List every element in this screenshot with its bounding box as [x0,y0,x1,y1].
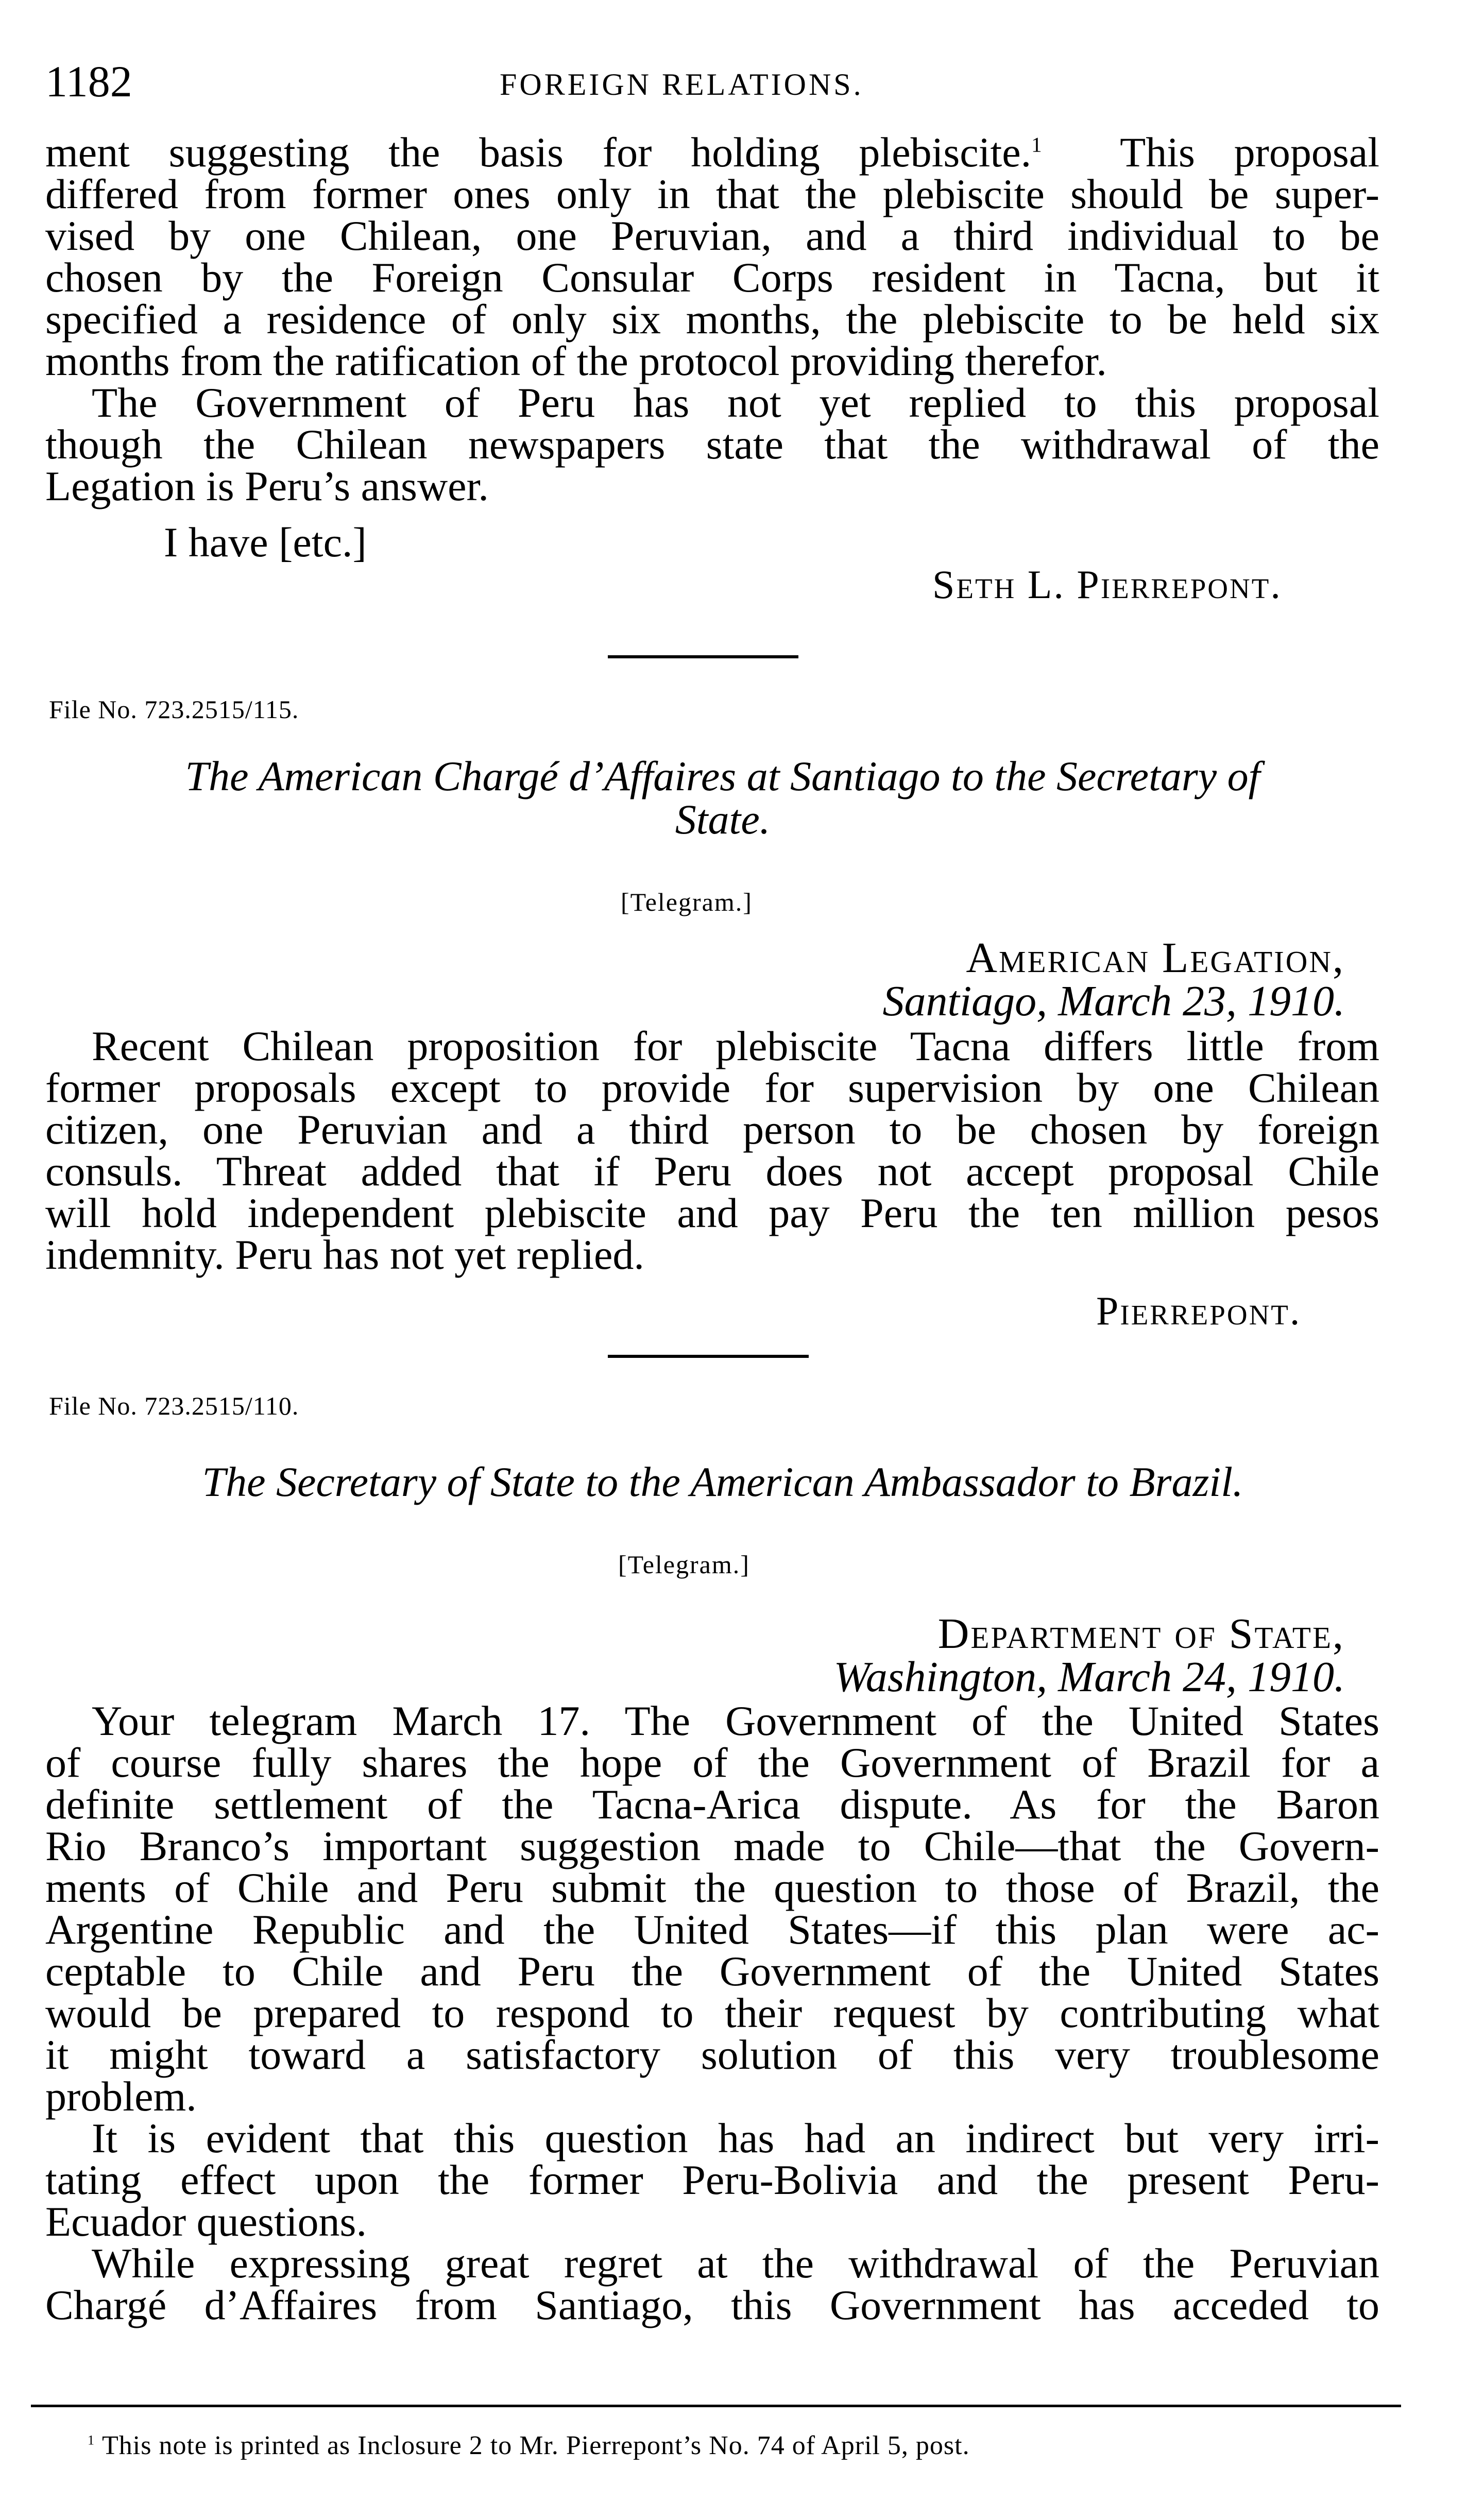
text-line: specified a residence of only six months, the plebiscite to be held six [45,296,1379,343]
dateline-place: Department of State, [937,1610,1345,1658]
text-line: The Government of Peru has not yet replied to this proposal [92,379,1379,426]
text-line: problem. [45,2073,197,2120]
text-line: though the Chilean newspapers state that the withdrawal of the [45,421,1379,468]
signature-pierrepont-full: Seth L. Pierrepont. [932,562,1282,607]
dateline-date: Washington, March 24, 1910. [833,1653,1345,1701]
text-line: citizen, one Peruvian and a third person to be chosen by foreign [45,1106,1379,1153]
text-line: would be prepared to respond to their request by contributing what [45,1989,1379,2036]
text-line: ments of Chile and Peru submit the question to those of Brazil, the [45,1864,1379,1911]
text-line: It is evident that this question has had an indirect but very irri- [92,2115,1379,2161]
text-line: While expressing great regret at the withdrawal of the Peruvian [92,2240,1379,2287]
text-line: it might toward a satisfactory solution of this very troublesome [45,2031,1379,2078]
text-line: Rio Branco’s important suggestion made to Chile—that the Govern- [45,1823,1379,1869]
document-heading [45,755,1400,841]
text-line: of course fully shares the hope of the Government of Brazil for a [45,1739,1379,1786]
heading-line: State. [675,796,771,843]
document-heading: The Secretary of State to the American Ambassador to Brazil. [202,1458,1243,1505]
page-number: 1182 [45,57,132,106]
text-line: indemnity. Peru has not yet replied. [45,1231,644,1278]
closing-formula: I have [etc.] [164,519,367,566]
dateline-date: Santiago, March 23, 1910. [882,977,1345,1025]
footnote-rule [31,2405,1401,2407]
continuation-paragraph [45,131,1379,382]
file-number: File No. 723.2515/110. [49,1391,299,1420]
text-line: Legation is Peru’s answer. [45,463,489,509]
telegram-body [45,1023,1379,1278]
heading-line: The American Chargé d’Affaires at Santiago to the Secretary of [185,753,1260,799]
dateline [882,934,1345,1025]
telegram-body-paragraph-2 [45,2115,1379,2245]
file-number: File No. 723.2515/115. [49,695,299,724]
telegram-body-paragraph-1 [45,1697,1379,2120]
text-line: differed from former ones only in that the plebiscite should be super- [45,171,1379,217]
signature-pierrepont: Pierrepont. [1096,1288,1302,1333]
text-line: consuls. Threat added that if Peru does not accept proposal Chile [45,1148,1379,1195]
text-line: former proposals except to provide for supervision by one Chilean [45,1064,1379,1111]
text-line: ment suggesting the basis for holding plebiscite.$^1$ This proposal [45,129,1380,176]
footnote-mark: 1 [88,2432,95,2448]
text-line: will hold independent plebiscite and pay Peru the ten million pesos [45,1189,1379,1236]
text-line: Ecuador questions. [45,2198,367,2245]
section-divider [608,655,798,658]
text-line: Argentine Republic and the United States—if this plan were ac- [45,1906,1379,1953]
telegram-label: [Telegram.] [618,1550,750,1579]
text-line: tating effect upon the former Peru-Bolivia and the present Peru- [45,2156,1379,2203]
footnote [88,2430,970,2461]
text-line: ceptable to Chile and Peru the Government of the United States [45,1948,1379,1995]
text-line: definite settlement of the Tacna-Arica dispute. As for the Baron [45,1781,1379,1828]
dateline [834,1612,1345,1699]
text-line: Your telegram March 17. The Government of the United States [92,1697,1379,1744]
telegram-label: [Telegram.] [621,888,753,916]
section-divider [608,1355,809,1358]
running-title: FOREIGN RELATIONS. [500,67,864,101]
reply-paragraph [45,379,1379,509]
footnote-ref: 1 [1031,132,1042,157]
footnote-text: This note is printed as Inclosure 2 to Mr. Pierrepont’s No. 74 of April 5, post. [102,2431,970,2460]
telegram-body-paragraph-3 [45,2242,1379,2326]
text-line: vised by one Chilean, one Peruvian, and a third individual to be [45,212,1379,259]
text-line: Chargé d’Affaires from Santiago, this Government has acceded to [45,2282,1379,2328]
text-line: chosen by the Foreign Consular Corps resident in Tacna, but it [45,254,1379,301]
text-line: months from the ratification of the protocol providing therefor. [45,337,1107,384]
text-line: Recent Chilean proposition for plebiscite Tacna differs little from [92,1023,1379,1069]
dateline-place: American Legation, [966,934,1345,982]
